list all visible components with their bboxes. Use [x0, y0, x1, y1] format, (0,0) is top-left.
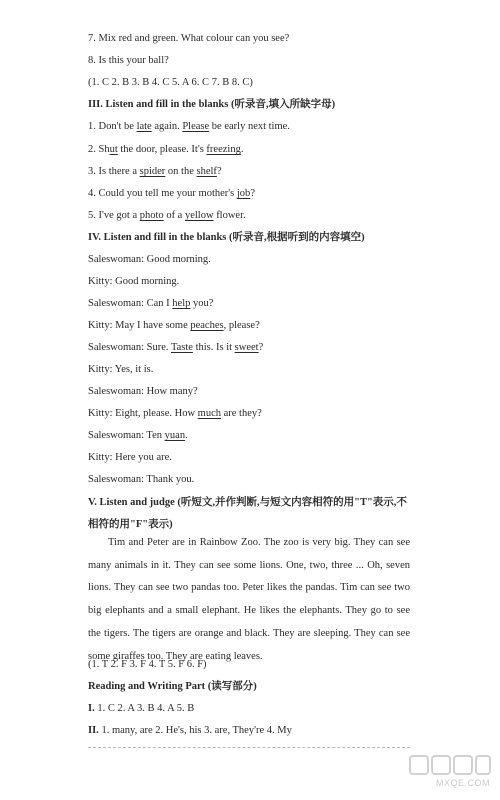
section-4-title: IV. Listen and fill in the blanks (听录音,根据听到的内容填空)	[88, 232, 365, 243]
dialogue-line: Kitty: Here you are.	[88, 452, 172, 463]
dialogue-line: Kitty: Yes, it is.	[88, 364, 154, 375]
listening-q8: 8. Is this your ball?	[88, 55, 169, 66]
dialogue-line: Saleswoman: Ten yuan.	[88, 430, 188, 441]
rw-answers-2: II. 1. many, are 2. He's, his 3. are, They're 4. My	[88, 725, 292, 736]
section-3-title: III. Listen and fill in the blanks (听录音,填入所缺字母)	[88, 99, 336, 110]
section-5-title-cont: 相符的用"F"表示)	[88, 519, 173, 530]
watermark-text: MXQE.COM	[435, 778, 490, 788]
dialogue-line: Kitty: May I have some peaches, please?	[88, 320, 260, 331]
fill-blank-1: 1. Don't be late again. Please be early next time.	[88, 121, 290, 132]
answer-stamp-logo-icon	[402, 752, 494, 792]
fill-blank-2: 2. Shut the door, please. It's freezing.	[88, 144, 244, 155]
rw-answers-1: I. 1. C 2. A 3. B 4. A 5. B	[88, 703, 195, 714]
answers-section-5: (1. T 2. F 3. F 4. T 5. F 6. F)	[88, 659, 207, 670]
reading-passage: Tim and Peter are in Rainbow Zoo. The zoo is very big. They can see many animals in it. They can see some lions. One, two, three ... Oh, seven lions. They can see two pandas too. Peter likes the pandas. Tim can see two big elephants and a small elephant. He likes the elephants. They go to see the tigers. The tigers are orange and black. They are sleeping. They can see some giraffes too. They are eating leaves.	[88, 537, 410, 662]
dialogue-line: Saleswoman: Thank you.	[88, 474, 195, 485]
listening-q7: 7. Mix red and green. What colour can you see?	[88, 33, 290, 44]
dialogue-line: Saleswoman: How many?	[88, 386, 198, 397]
fill-blank-3: 3. Is there a spider on the shelf?	[88, 166, 222, 177]
dialogue-line: Saleswoman: Sure. Taste this. Is it sweet?	[88, 342, 264, 353]
reading-writing-title: Reading and Writing Part (读写部分)	[88, 681, 257, 692]
fill-blank-4: 4. Could you tell me your mother's job?	[88, 188, 255, 199]
dialogue-line: Kitty: Good morning.	[88, 276, 180, 287]
answers-part2: (1. C 2. B 3. B 4. C 5. A 6. C 7. B 8. C)	[88, 77, 253, 88]
dialogue-line: Saleswoman: Good morning.	[88, 254, 211, 265]
dialogue-line: Kitty: Eight, please. How much are they?	[88, 408, 262, 419]
fill-blank-5: 5. I've got a photo of a yellow flower.	[88, 210, 246, 221]
dialogue-line: Saleswoman: Can I help you?	[88, 298, 214, 309]
page-divider	[88, 747, 410, 748]
section-5-title: V. Listen and judge (听短文,并作判断,与短文内容相符的用"T"表示,不	[88, 497, 407, 508]
